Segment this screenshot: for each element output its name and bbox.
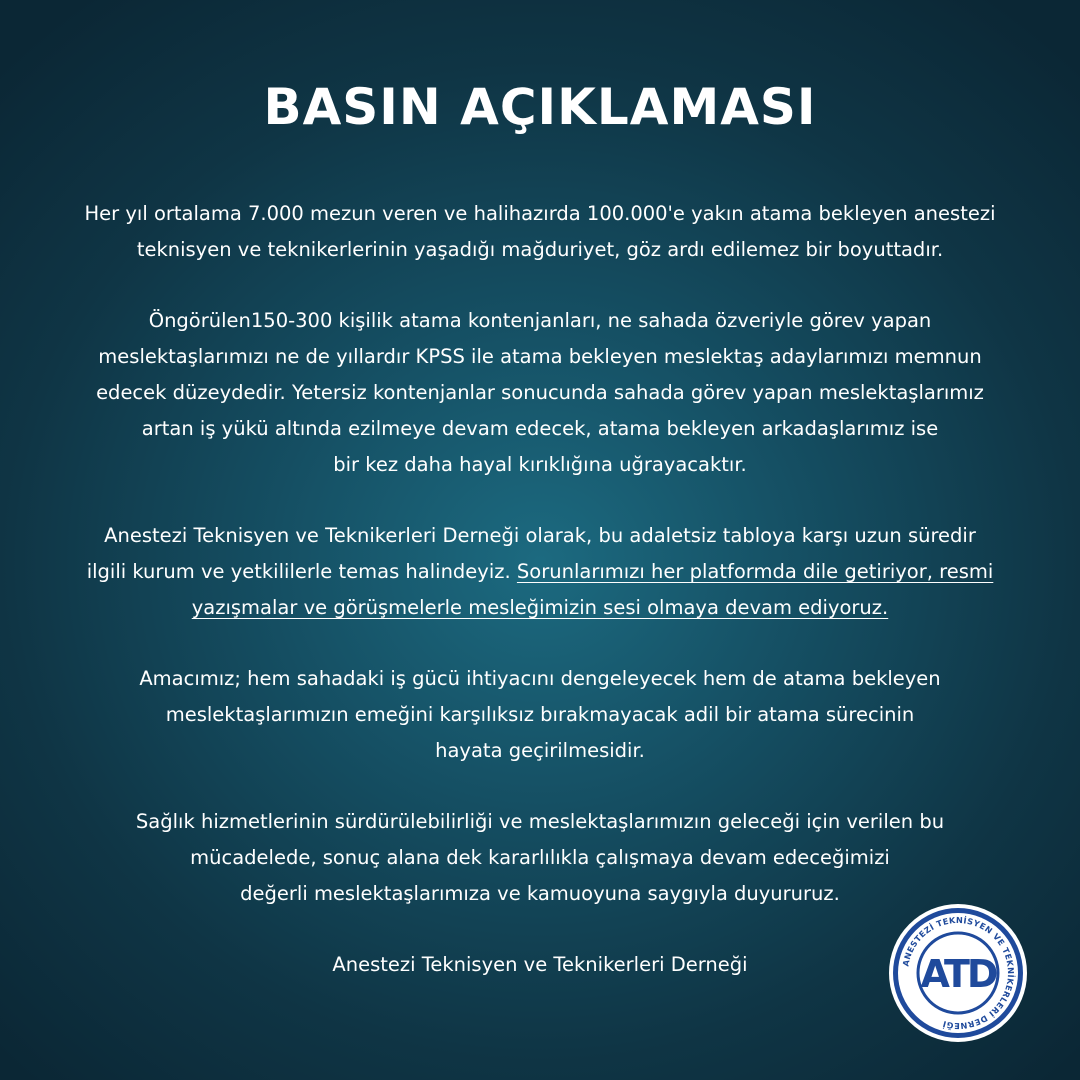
text-line: Amacımız; hem sahadaki iş gücü ihtiyacını dengeleyecek hem de atama bekleyen (139, 667, 941, 690)
text-line-mixed (30, 554, 1050, 590)
underlined-text-line: yazışmalar ve görüşmelerle mesleğimizin sesi olmaya devam ediyoruz. (191, 596, 889, 619)
logo-ring-text: ANESTEZİ TEKNİSYEN VE TEKNİKERLERİ DERNEĞİ (900, 914, 1017, 1032)
text-line: Öngörülen150-300 kişilik atama kontenjanları, ne sahada özveriyle görev yapan (148, 309, 932, 332)
signature: Anestezi Teknisyen ve Teknikerleri Derneği (332, 953, 748, 976)
text-line: değerli meslektaşlarımıza ve kamuoyuna saygıyla duyururuz. (240, 882, 840, 905)
text-line: Her yıl ortalama 7.000 mezun veren ve halihazırda 100.000'e yakın atama bekleyen anestezi (84, 202, 996, 225)
text-line: artan iş yükü altında ezilmeye devam edecek, atama bekleyen arkadaşlarımız ise (141, 417, 939, 440)
underlined-text: Sorunlarımızı her platformda dile getiriyor, resmi (516, 560, 994, 583)
association-logo-icon (888, 903, 1028, 1043)
text-line: Anestezi Teknisyen ve Teknikerleri Derneği olarak, bu adaletsiz tabloya karşı uzun süredir (104, 524, 976, 547)
text-line: Sağlık hizmetlerinin sürdürülebilirliği ve meslektaşlarımızın geleceği için verilen bu (135, 810, 945, 833)
text-line: meslektaşlarımızı ne de yıllardır KPSS ile atama bekleyen meslektaş adaylarımızı memnun (98, 345, 982, 368)
paragraph-3 (30, 518, 1050, 626)
paragraph-2 (30, 303, 1050, 483)
paragraph-5 (30, 804, 1050, 912)
text-line: teknisyen ve teknikerlerinin yaşadığı mağduriyet, göz ardı edilemez bir boyuttadır. (136, 238, 944, 261)
page-title: BASIN AÇIKLAMASI (263, 78, 817, 136)
plain-text: ilgili kurum ve yetkililerle temas halindeyiz. (86, 560, 517, 583)
text-line: mücadelede, sonuç alana dek kararlılıkla çalışmaya devam edeceğimizi (190, 846, 890, 869)
statement-body (30, 196, 1050, 983)
paragraph-1 (30, 196, 1050, 268)
text-line: edecek düzeydedir. Yetersiz kontenjanlar sonucunda sahada görev yapan meslektaşlarımız (96, 381, 984, 404)
paragraph-4 (30, 661, 1050, 769)
logo-initials: ATD (920, 952, 996, 996)
text-line: bir kez daha hayal kırıklığına uğrayacaktır. (333, 453, 747, 476)
text-line: hayata geçirilmesidir. (435, 739, 645, 762)
text-line: meslektaşlarımızın emeğini karşılıksız bırakmayacak adil bir atama sürecinin (165, 703, 915, 726)
